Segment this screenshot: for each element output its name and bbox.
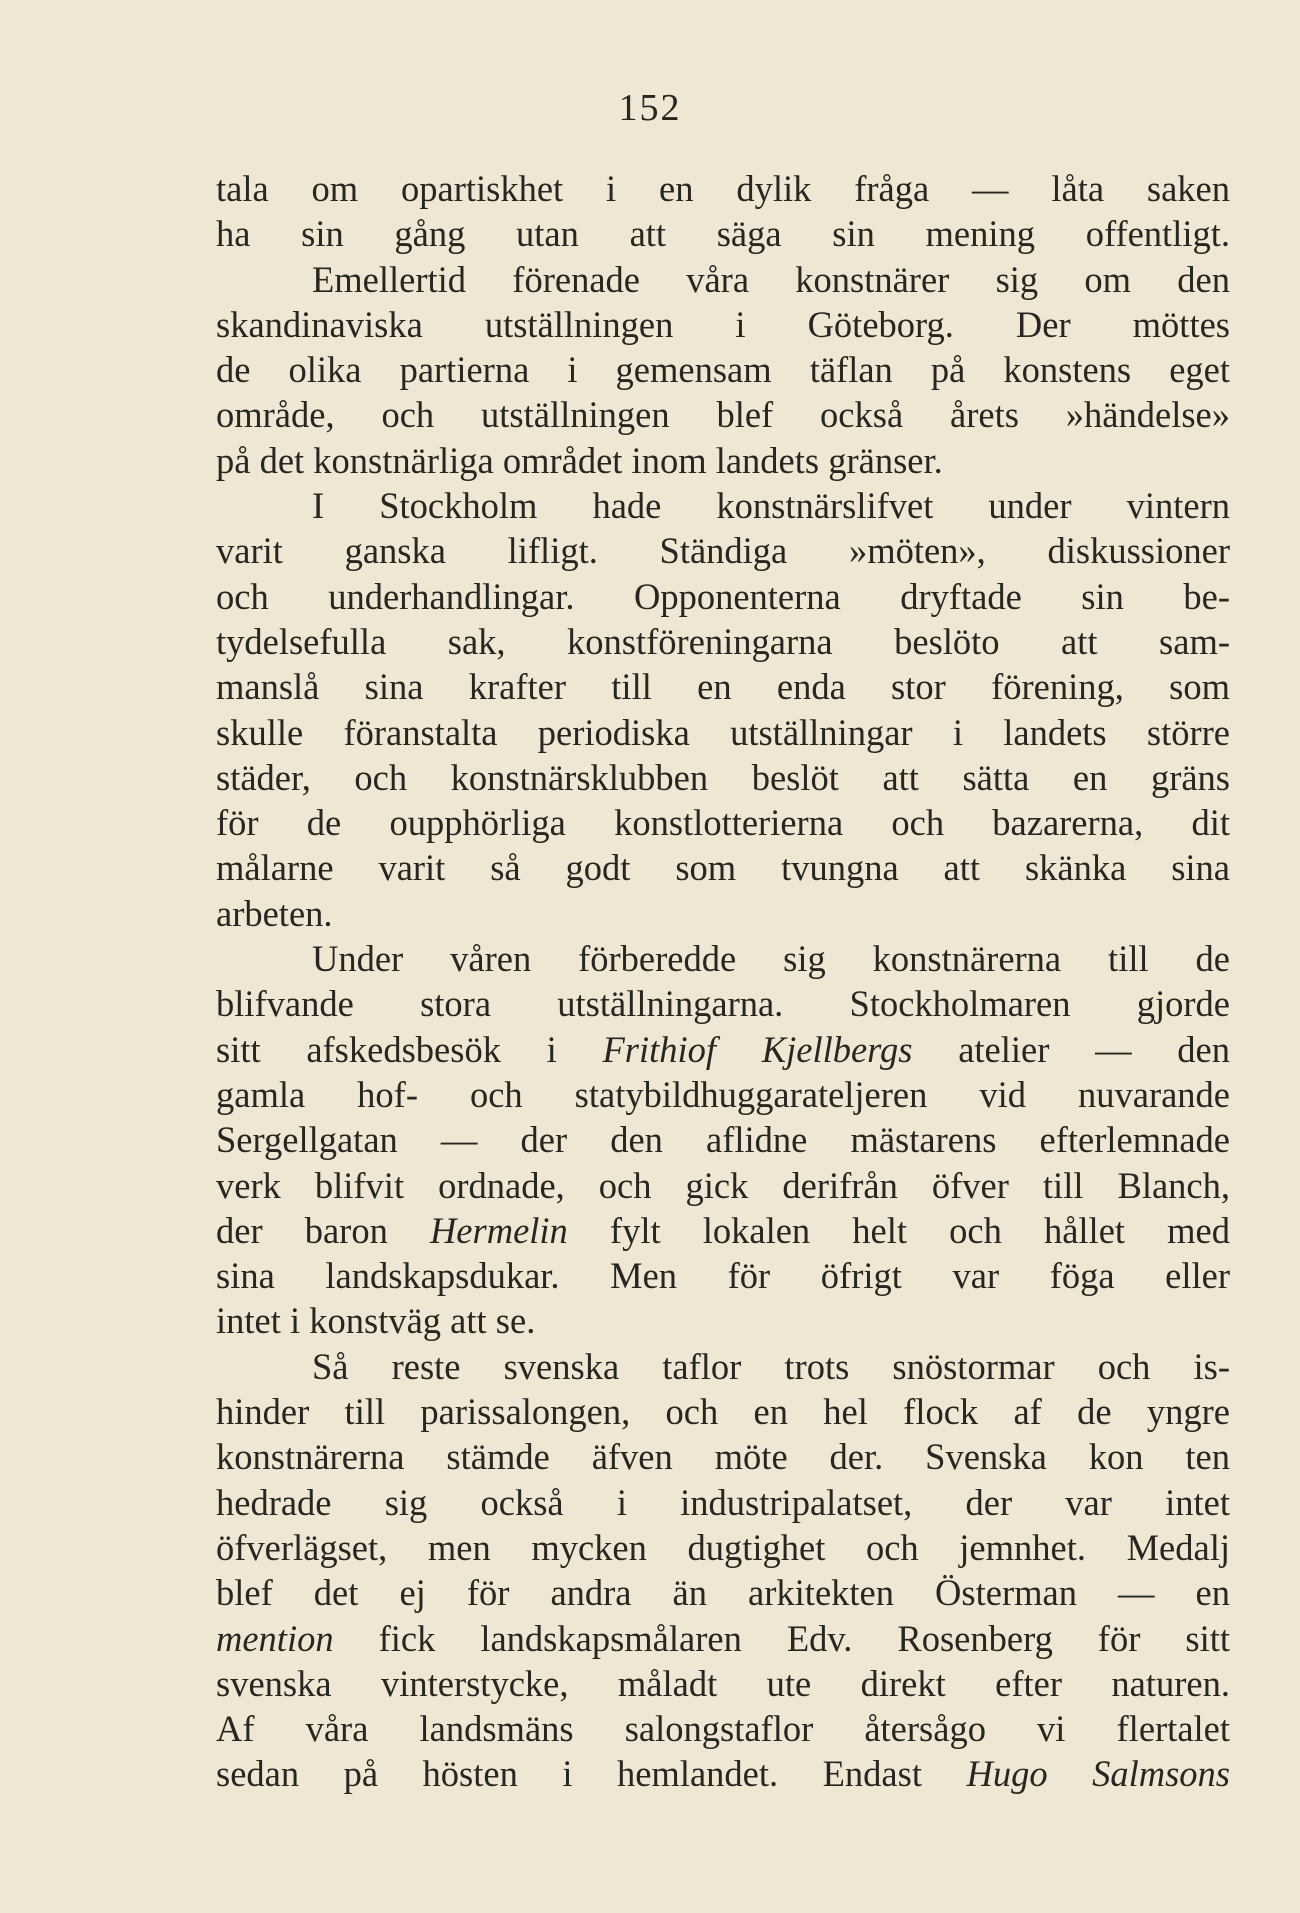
text-line: blifvande stora utställningarna. Stockholmaren gjorde <box>216 983 1230 1025</box>
text-line: på det konstnärliga området inom landets gränser. <box>216 439 943 481</box>
text-line: der baron Hermelin fylt lokalen helt och hållet med <box>216 1209 1230 1251</box>
text-line: arbeten. <box>216 892 333 934</box>
text-line: blef det ej för andra än arkitekten Österman — en <box>216 1572 1230 1614</box>
text-line: sitt afskedsbesök i Frithiof Kjellbergs atelier — den <box>216 1028 1230 1070</box>
text-line: mention fick landskapsmålaren Edv. Rosenberg för sitt <box>216 1617 1230 1659</box>
text-line: Sergellgatan — der den aflidne mästarens efterlemnade <box>216 1119 1230 1161</box>
text-line: I Stockholm hade konstnärslifvet under vintern <box>312 485 1230 527</box>
text-line: öfverlägset, men mycken dugtighet och jemnhet. Medalj <box>216 1526 1230 1568</box>
text-line: de olika partierna i gemensam täflan på konstens eget <box>216 349 1230 391</box>
text-line: Så reste svenska taflor trots snöstormar och is- <box>312 1345 1230 1387</box>
text-line: verk blifvit ordnade, och gick derifrån öfver till Blanch, <box>216 1164 1230 1206</box>
italic-name: Hermelin <box>429 1209 568 1251</box>
text-line: varit ganska lifligt. Ständiga »möten», diskussioner <box>216 530 1230 572</box>
text-line: målarne varit så godt som tvungna att skänka sina <box>216 847 1230 889</box>
text-line: för de oupphörliga konstlotterierna och bazarerna, dit <box>216 802 1230 844</box>
text-line: manslå sina krafter till en enda stor förening, som <box>216 666 1230 708</box>
text-line: intet i konstväg att se. <box>216 1300 536 1342</box>
text-line: tydelsefulla sak, konstföreningarna beslöto att sam- <box>216 620 1230 662</box>
text-line: skandinaviska utställningen i Göteborg. Der möttes <box>216 303 1230 345</box>
text-line: sina landskapsdukar. Men för öfrigt var föga eller <box>216 1255 1230 1297</box>
italic-word: mention <box>216 1617 334 1659</box>
text-line: sedan på hösten i hemlandet. Endast Hugo Salmsons <box>216 1753 1231 1795</box>
text-line: och underhandlingar. Opponenterna dryftade sin be- <box>216 575 1230 617</box>
italic-name: Frithiof Kjellbergs <box>602 1028 913 1070</box>
text-line: konstnärerna stämde äfven möte der. Svenska kon ten <box>216 1436 1230 1478</box>
text-line: svenska vinterstycke, måladt ute direkt efter naturen. <box>216 1662 1230 1704</box>
text-line: område, och utställningen blef också årets »händelse» <box>216 394 1230 436</box>
page-number: 152 <box>618 87 682 129</box>
italic-name: Hugo Salmsons <box>966 1753 1231 1795</box>
text-line: Af våra landsmäns salongstaflor återsågo vi flertalet <box>216 1708 1230 1750</box>
text-line: städer, och konstnärsklubben beslöt att sätta en gräns <box>216 756 1230 798</box>
text-line: ha sin gång utan att säga sin mening offentligt. <box>216 213 1230 255</box>
text-line: hinder till parissalongen, och en hel flock af de yngre <box>216 1391 1230 1433</box>
text-line: skulle föranstalta periodiska utställningar i landets större <box>216 711 1230 753</box>
text-line: tala om opartiskhet i en dylik fråga — låta saken <box>216 168 1230 209</box>
text-line: hedrade sig också i industripalatset, der var intet <box>216 1481 1230 1523</box>
body-text <box>216 166 1230 1797</box>
text-line: Under våren förberedde sig konstnärerna till de <box>312 938 1230 980</box>
text-line: gamla hof- och statybildhuggarateljeren vid nuvarande <box>216 1073 1230 1115</box>
text-line: Emellertid förenade våra konstnärer sig om den <box>312 258 1230 300</box>
